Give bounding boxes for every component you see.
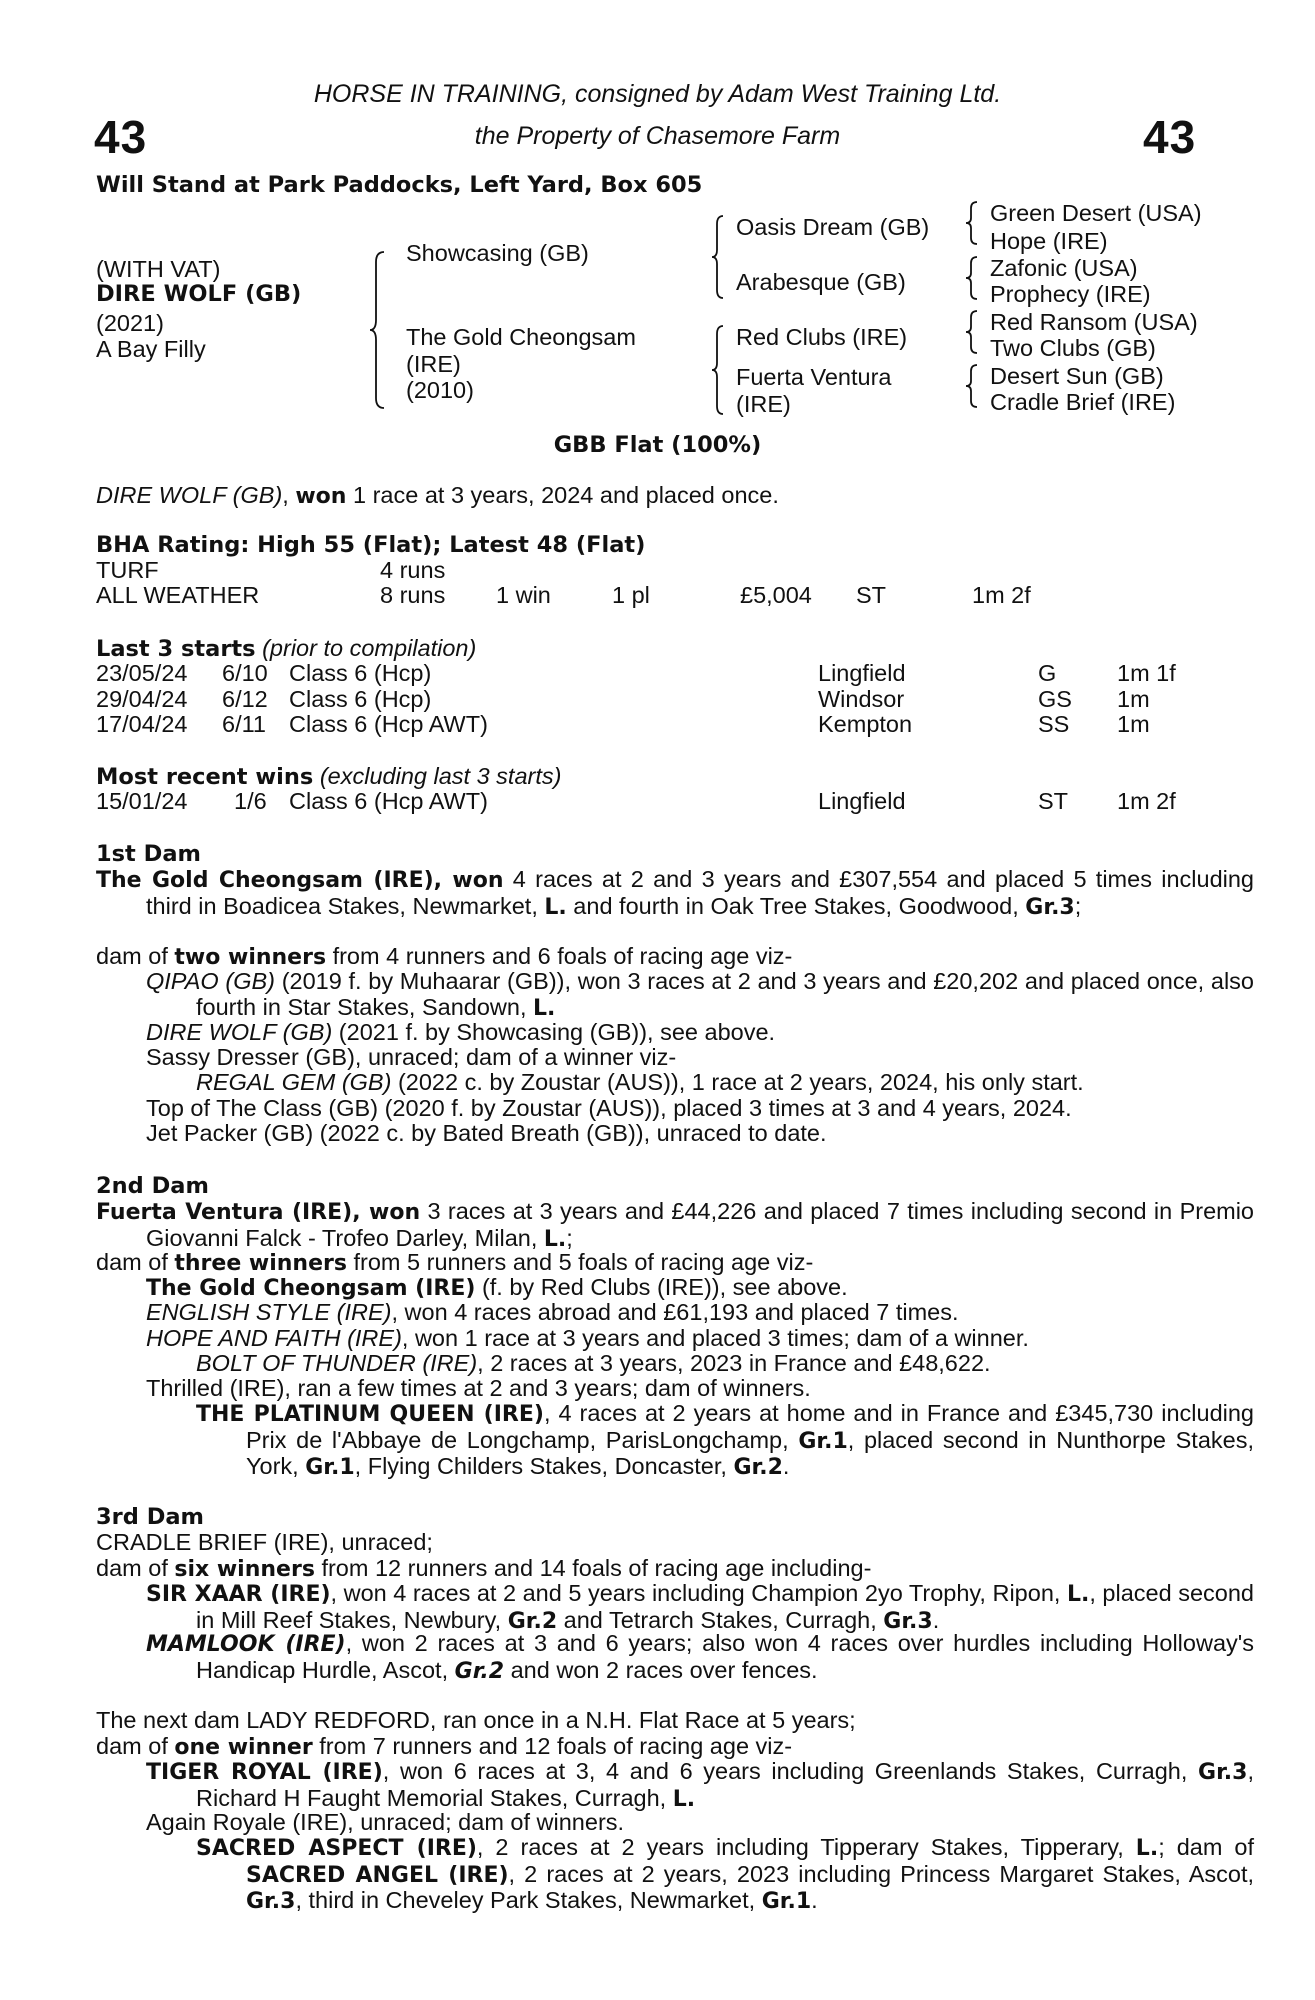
pedigree-sds: Zafonic (USA) <box>990 255 1138 281</box>
pedigree-dam-dam-line2: (IRE) <box>736 391 791 417</box>
start-course: Kempton <box>818 711 913 737</box>
start-distance: 1m <box>1117 686 1150 712</box>
dam1-foal-qipao: QIPAO (GB) (2019 f. by Muhaarar (GB)), won 3 races at 2 and 3 years and £20,202 and placed once, also fourth in Star Stakes, Sandown, L. <box>146 968 1254 1021</box>
start-course: Lingfield <box>818 660 906 686</box>
pedigree-sire: Showcasing (GB) <box>406 240 589 266</box>
start-going: G <box>1038 660 1057 686</box>
dam1-foal-sassy-dresser: Sassy Dresser (GB), unraced; dam of a winner viz- <box>146 1044 677 1070</box>
dam2-foal-hope-and-faith: HOPE AND FAITH (IRE), won 1 race at 3 years and placed 3 times; dam of a winner. <box>146 1325 1029 1351</box>
pedigree-dsd: Two Clubs (GB) <box>990 335 1156 361</box>
dam3-foal-sir-xaar: SIR XAAR (IRE), won 4 races at 2 and 5 years including Champion 2yo Trophy, Ripon, L., placed second in Mill Reef Stakes, Newbury, Gr.2 and Tetrarch Stakes, Curragh, Gr.3. <box>146 1580 1254 1634</box>
pedigree-brace-main <box>368 250 388 410</box>
race-summary: DIRE WOLF (GB), won 1 race at 3 years, 2024 and placed once. <box>96 482 779 509</box>
dam1-foal-top-of-the-class: Top of The Class (GB) (2020 f. by Zoustar (AUS)), placed 3 times at 3 and 4 years, 2024. <box>146 1095 1072 1121</box>
horse-description: A Bay Filly <box>96 336 206 362</box>
pedigree-category: GBB Flat (100%) <box>553 432 762 458</box>
pedigree-dam-sire: Red Clubs (IRE) <box>736 324 908 350</box>
pedigree-dam-line2: (IRE) <box>406 351 461 377</box>
dam3-produce-summary: dam of six winners from 12 runners and 14 foals of racing age including- <box>96 1555 872 1582</box>
rating-wins: 1 win <box>496 582 551 608</box>
dam1-heading: 1st Dam <box>96 841 201 867</box>
property-owner: the Property of Chasemore Farm <box>474 122 841 150</box>
dam1-grandfoal-regal-gem: REGAL GEM (GB) (2022 c. by Zoustar (AUS)), 1 race at 2 years, 2024, his only start. <box>196 1069 1084 1095</box>
dam1-produce-summary: dam of two winners from 4 runners and 6 foals of racing age viz- <box>96 943 793 970</box>
pedigree-brace-sire <box>710 214 726 300</box>
rating-runs: 4 runs <box>380 557 446 583</box>
dam1-foal-dire-wolf: DIRE WOLF (GB) (2021 f. by Showcasing (GB)), see above. <box>146 1019 776 1045</box>
pedigree-brace-dd <box>964 363 980 409</box>
start-position: 6/12 <box>222 686 268 712</box>
start-class: Class 6 (Hcp) <box>289 686 432 712</box>
lot-number-right: 43 <box>1143 111 1197 163</box>
win-course: Lingfield <box>818 788 906 814</box>
pedigree-dss: Red Ransom (USA) <box>990 309 1198 335</box>
dam4-foal-again-royale: Again Royale (IRE), unraced; dam of winners. <box>146 1809 625 1835</box>
pedigree-dam-dam-line1: Fuerta Ventura <box>736 364 892 390</box>
dam4-foal-tiger-royal: TIGER ROYAL (IRE), won 6 races at 3, 4 and 6 years including Greenlands Stakes, Curragh, Gr.3, Richard H Faught Memorial Stakes, Curragh, L. <box>146 1758 1254 1812</box>
start-position: 6/11 <box>222 711 266 737</box>
pedigree-sdd: Prophecy (IRE) <box>990 281 1151 307</box>
lot-number-left: 43 <box>94 111 148 163</box>
stable-location: Will Stand at Park Paddocks, Left Yard, Box 605 <box>96 172 703 198</box>
win-position: 1/6 <box>234 788 267 814</box>
start-course: Windsor <box>818 686 905 712</box>
pedigree-sire-sire: Oasis Dream (GB) <box>736 214 930 240</box>
rating-prize: £5,004 <box>740 582 812 608</box>
start-date: 23/05/24 <box>96 660 188 686</box>
dam1-foal-jet-packer: Jet Packer (GB) (2022 c. by Bated Breath (GB)), unraced to date. <box>146 1120 827 1146</box>
summary-horse-name: DIRE WOLF (GB) <box>96 482 283 508</box>
pedigree-ssd: Hope (IRE) <box>990 228 1108 254</box>
vat-note: (WITH VAT) <box>96 256 221 282</box>
pedigree-sss: Green Desert (USA) <box>990 200 1202 226</box>
start-distance: 1m <box>1117 711 1150 737</box>
pedigree-sire-dam: Arabesque (GB) <box>736 269 906 295</box>
dam2-foal-gold-cheongsam: The Gold Cheongsam (IRE) (f. by Red Clubs (IRE)), see above. <box>146 1274 848 1301</box>
dam2-heading: 2nd Dam <box>96 1173 209 1199</box>
win-distance: 1m 2f <box>1117 788 1176 814</box>
dam2-foal-thrilled: Thrilled (IRE), ran a few times at 2 and 3 years; dam of winners. <box>146 1375 811 1401</box>
dam4-produce-summary: dam of one winner from 7 runners and 12 foals of racing age viz- <box>96 1733 793 1760</box>
pedigree-ddd: Cradle Brief (IRE) <box>990 389 1176 415</box>
dam3-record: CRADLE BRIEF (IRE), unraced; <box>96 1529 433 1555</box>
rating-distance: 1m 2f <box>972 582 1031 608</box>
pedigree-dam-line1: The Gold Cheongsam <box>406 324 636 350</box>
dam4-grandfoal-sacred-aspect: SACRED ASPECT (IRE), 2 races at 2 years including Tipperary Stakes, Tipperary, L.; dam of SACRED ANGEL (IRE), 2 races at 2 years, 2023 including Princess Margaret Stakes, Ascot, Gr.3, third in Cheveley Park Stakes, Newmarket, Gr.1. <box>196 1834 1254 1914</box>
start-position: 6/10 <box>222 660 268 686</box>
rating-going: ST <box>856 582 887 608</box>
dam2-foal-english-style: ENGLISH STYLE (IRE), won 4 races abroad and £61,193 and placed 7 times. <box>146 1299 959 1325</box>
dam2-grandfoal-bolt-of-thunder: BOLT OF THUNDER (IRE), 2 races at 3 years, 2023 in France and £48,622. <box>196 1350 991 1376</box>
consignment-title: HORSE IN TRAINING, consigned by Adam West Training Ltd. <box>313 80 1002 108</box>
start-going: SS <box>1038 711 1070 737</box>
dam4-record: The next dam LADY REDFORD, ran once in a N.H. Flat Race at 5 years; <box>96 1707 856 1733</box>
pedigree-brace-ds <box>964 309 980 355</box>
dam3-heading: 3rd Dam <box>96 1504 204 1530</box>
start-date: 17/04/24 <box>96 711 188 737</box>
start-class: Class 6 (Hcp AWT) <box>289 711 488 737</box>
pedigree-brace-dam <box>710 324 726 416</box>
horse-year: (2021) <box>96 310 164 336</box>
summary-text: 1 race at 3 years, 2024 and placed once. <box>346 482 779 508</box>
last-starts-heading: Last 3 starts (prior to compilation) <box>96 635 477 662</box>
dam3-foal-mamlook: MAMLOOK (IRE), won 2 races at 3 and 6 years; also won 4 races over hurdles including Holloway's Handicap Hurdle, Ascot, Gr.2 and won 2 races over fences. <box>146 1630 1254 1684</box>
pedigree-dam-line3: (2010) <box>406 377 474 403</box>
dam2-record: Fuerta Ventura (IRE), won 3 races at 3 years and £44,226 and placed 7 times including second in Premio Giovanni Falck - Trofeo Darley, Milan, L.; <box>96 1198 1255 1252</box>
win-class: Class 6 (Hcp AWT) <box>289 788 488 814</box>
dam2-grandfoal-platinum-queen: THE PLATINUM QUEEN (IRE), 4 races at 2 years at home and in France and £345,730 including Prix de l'Abbaye de Longchamp, ParisLongchamp, Gr.1, placed second in Nunthorpe Stakes, York, Gr.1, Flying Childers Stakes, Doncaster, Gr.2. <box>196 1400 1255 1480</box>
dam1-record: The Gold Cheongsam (IRE), won 4 races at 2 and 3 years and £307,554 and placed 5 times including third in Boadicea Stakes, Newmarket, L. and fourth in Oak Tree Stakes, Goodwood, Gr.3; <box>96 866 1254 920</box>
rating-runs: 8 runs <box>380 582 446 608</box>
pedigree-brace-sd <box>964 255 980 301</box>
summary-won: won <box>295 484 347 509</box>
win-going: ST <box>1038 788 1069 814</box>
start-going: GS <box>1038 686 1072 712</box>
rating-surface: ALL WEATHER <box>96 582 260 608</box>
pedigree-brace-ss <box>964 200 980 246</box>
pedigree-dds: Desert Sun (GB) <box>990 363 1164 389</box>
rating-placed: 1 pl <box>612 582 650 608</box>
start-class: Class 6 (Hcp) <box>289 660 432 686</box>
dam2-produce-summary: dam of three winners from 5 runners and 5 foals of racing age viz- <box>96 1249 814 1276</box>
horse-name: DIRE WOLF (GB) <box>96 281 302 307</box>
start-date: 29/04/24 <box>96 686 188 712</box>
bha-rating: BHA Rating: High 55 (Flat); Latest 48 (Flat) <box>96 532 646 558</box>
recent-wins-heading: Most recent wins (excluding last 3 starts) <box>96 763 562 790</box>
win-date: 15/01/24 <box>96 788 188 814</box>
rating-surface: TURF <box>96 557 159 583</box>
start-distance: 1m 1f <box>1117 660 1176 686</box>
